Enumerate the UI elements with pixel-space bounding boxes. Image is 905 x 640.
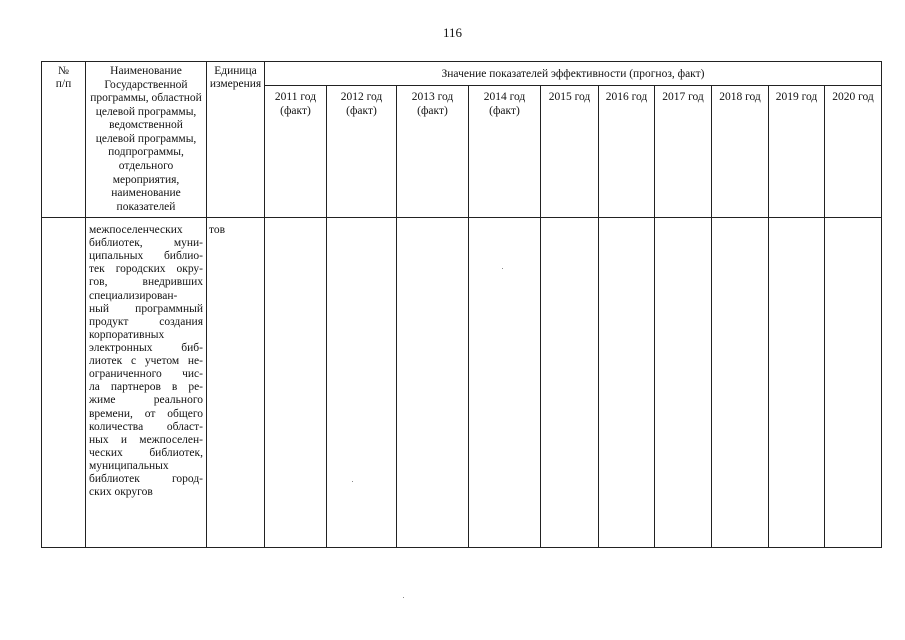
header-number	[42, 62, 86, 218]
table-row	[42, 218, 882, 548]
row-name-line: тек городских окру-	[89, 263, 203, 276]
row-name-line: ный программный	[89, 302, 203, 315]
header-number-symbol: №	[58, 65, 69, 77]
header-year-note: (факт)	[417, 104, 448, 117]
row-name-line: муниципальных	[89, 459, 169, 472]
row-name-line: ограниченного чис-	[89, 368, 203, 381]
header-year-5	[541, 86, 599, 218]
header-year-label: 2011 год	[274, 91, 317, 103]
header-unit: Единица измерения	[207, 62, 265, 218]
row-value-9	[769, 218, 825, 548]
header-year-7	[655, 86, 712, 218]
row-value-7	[655, 218, 712, 548]
row-name-line: времени, от общего	[89, 407, 203, 420]
row-name	[86, 218, 207, 548]
header-year-1	[265, 86, 327, 218]
row-value-4	[469, 218, 541, 548]
header-year-note: (факт)	[346, 104, 377, 117]
header-year-label: 2019 год	[775, 91, 818, 103]
header-year-label: 2013 год	[411, 91, 454, 103]
header-year-3	[397, 86, 469, 218]
header-year-6	[599, 86, 655, 218]
header-year-label: 2020 год	[832, 91, 874, 103]
row-name-line: ла партнеров в ре-	[89, 381, 203, 394]
row-name-line: библиотек, муни-	[89, 237, 203, 250]
row-name-line: межпоселенческих	[89, 224, 183, 236]
header-year-label: 2018 год	[719, 91, 761, 103]
row-value-6	[599, 218, 655, 548]
row-name-line: ских округов	[89, 486, 153, 499]
row-name-line: продукт создания	[89, 315, 203, 328]
row-name-line: корпоративных	[89, 328, 165, 341]
header-year-8	[712, 86, 769, 218]
row-number	[42, 218, 86, 548]
row-value-2	[327, 218, 397, 548]
row-name-line: библиотек город-	[89, 473, 203, 486]
header-row-top	[42, 62, 882, 86]
header-year-2	[327, 86, 397, 218]
header-year-note: (факт)	[280, 104, 311, 117]
row-value-8	[712, 218, 769, 548]
header-year-label: 2015 год	[548, 91, 591, 103]
header-year-label: 2017 год	[662, 91, 704, 103]
header-name: Наименование Государственной программы, областной целевой программы, ведомственной целевой программы, подпрограммы, отдельного мероприятия, наименование показателей	[86, 62, 207, 218]
row-name-line: ческих библиотек,	[89, 446, 203, 459]
row-value-3	[397, 218, 469, 548]
header-year-4	[469, 86, 541, 218]
header-year-note: (факт)	[489, 104, 520, 117]
row-value-5	[541, 218, 599, 548]
header-year-10	[825, 86, 882, 218]
row-name-line: электронных биб-	[89, 341, 203, 354]
header-year-label: 2012 год	[340, 91, 383, 103]
header-year-label: 2016 год	[605, 91, 648, 103]
row-name-line: гов, внедривших	[89, 276, 203, 289]
row-name-line: ных и межпоселен-	[89, 433, 203, 446]
row-name-line: количества област-	[89, 420, 203, 433]
page-number: 116	[442, 25, 463, 40]
indicators-table	[41, 61, 882, 548]
row-name-line: лиотек с учетом не-	[89, 355, 203, 368]
header-number-label: п/п	[55, 78, 72, 91]
row-name-line: жиме реального	[89, 394, 203, 407]
row-value-1	[265, 218, 327, 548]
row-name-line: специализирован-	[89, 289, 178, 302]
row-name-line: ципальных библио-	[89, 250, 203, 263]
header-group: Значение показателей эффективности (прогноз, факт)	[265, 62, 882, 86]
header-year-label: 2014 год	[483, 91, 526, 103]
row-value-10	[825, 218, 882, 548]
header-year-9	[769, 86, 825, 218]
row-unit: тов	[207, 218, 265, 548]
